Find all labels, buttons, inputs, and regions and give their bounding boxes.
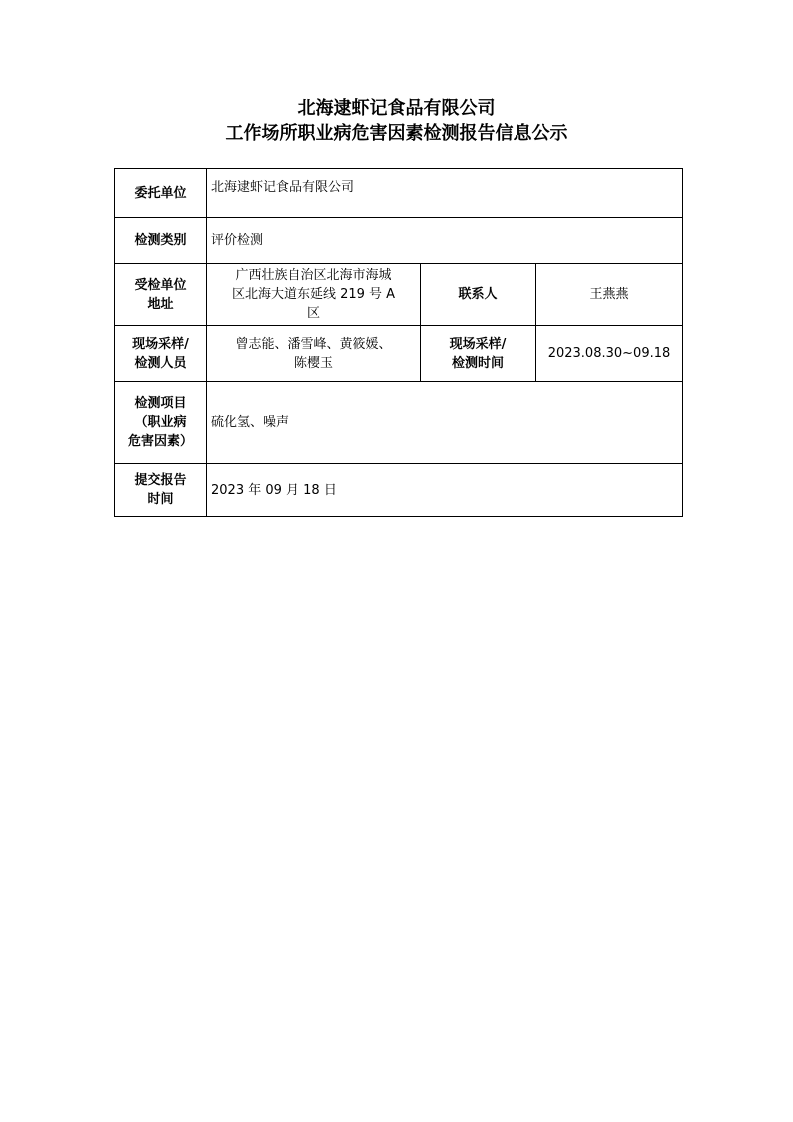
test-items-label: 检测项目 （职业病 危害因素）: [115, 382, 207, 464]
entrusting-unit-value: 北海逮虾记食品有限公司: [207, 169, 683, 218]
inspected-address-label: 受检单位 地址: [115, 264, 207, 326]
inspected-address-value: 广西壮族自治区北海市海城 区北海大道东延线 219 号 A 区: [207, 264, 421, 326]
field-time-label: 现场采样/ 检测时间: [421, 326, 536, 382]
test-category-label: 检测类别: [115, 218, 207, 264]
report-subtitle: 工作场所职业病危害因素检测报告信息公示: [225, 123, 568, 144]
test-category-value: 评价检测: [207, 218, 683, 264]
contact-label: 联系人: [421, 264, 536, 326]
row-entrusting-unit: [115, 169, 683, 218]
row-field-staff: [115, 326, 683, 382]
entrusting-unit-label: 委托单位: [115, 169, 207, 218]
report-info-table: [114, 168, 683, 517]
company-title: 北海逮虾记食品有限公司: [297, 98, 496, 119]
field-time-value: 2023.08.30~09.18: [536, 326, 683, 382]
field-staff-value: 曾志能、潘雪峰、黄筱媛、 陈樱玉: [207, 326, 421, 382]
row-report-time: [115, 464, 683, 517]
report-time-value: 2023 年 09 月 18 日: [207, 464, 683, 517]
test-items-value: 硫化氢、噪声: [207, 382, 683, 464]
report-time-label: 提交报告 时间: [115, 464, 207, 517]
document-title-block: [0, 96, 793, 146]
row-test-items: [115, 382, 683, 464]
contact-value: 王燕燕: [536, 264, 683, 326]
field-staff-label: 现场采样/ 检测人员: [115, 326, 207, 382]
row-test-category: [115, 218, 683, 264]
row-inspected-address: [115, 264, 683, 326]
